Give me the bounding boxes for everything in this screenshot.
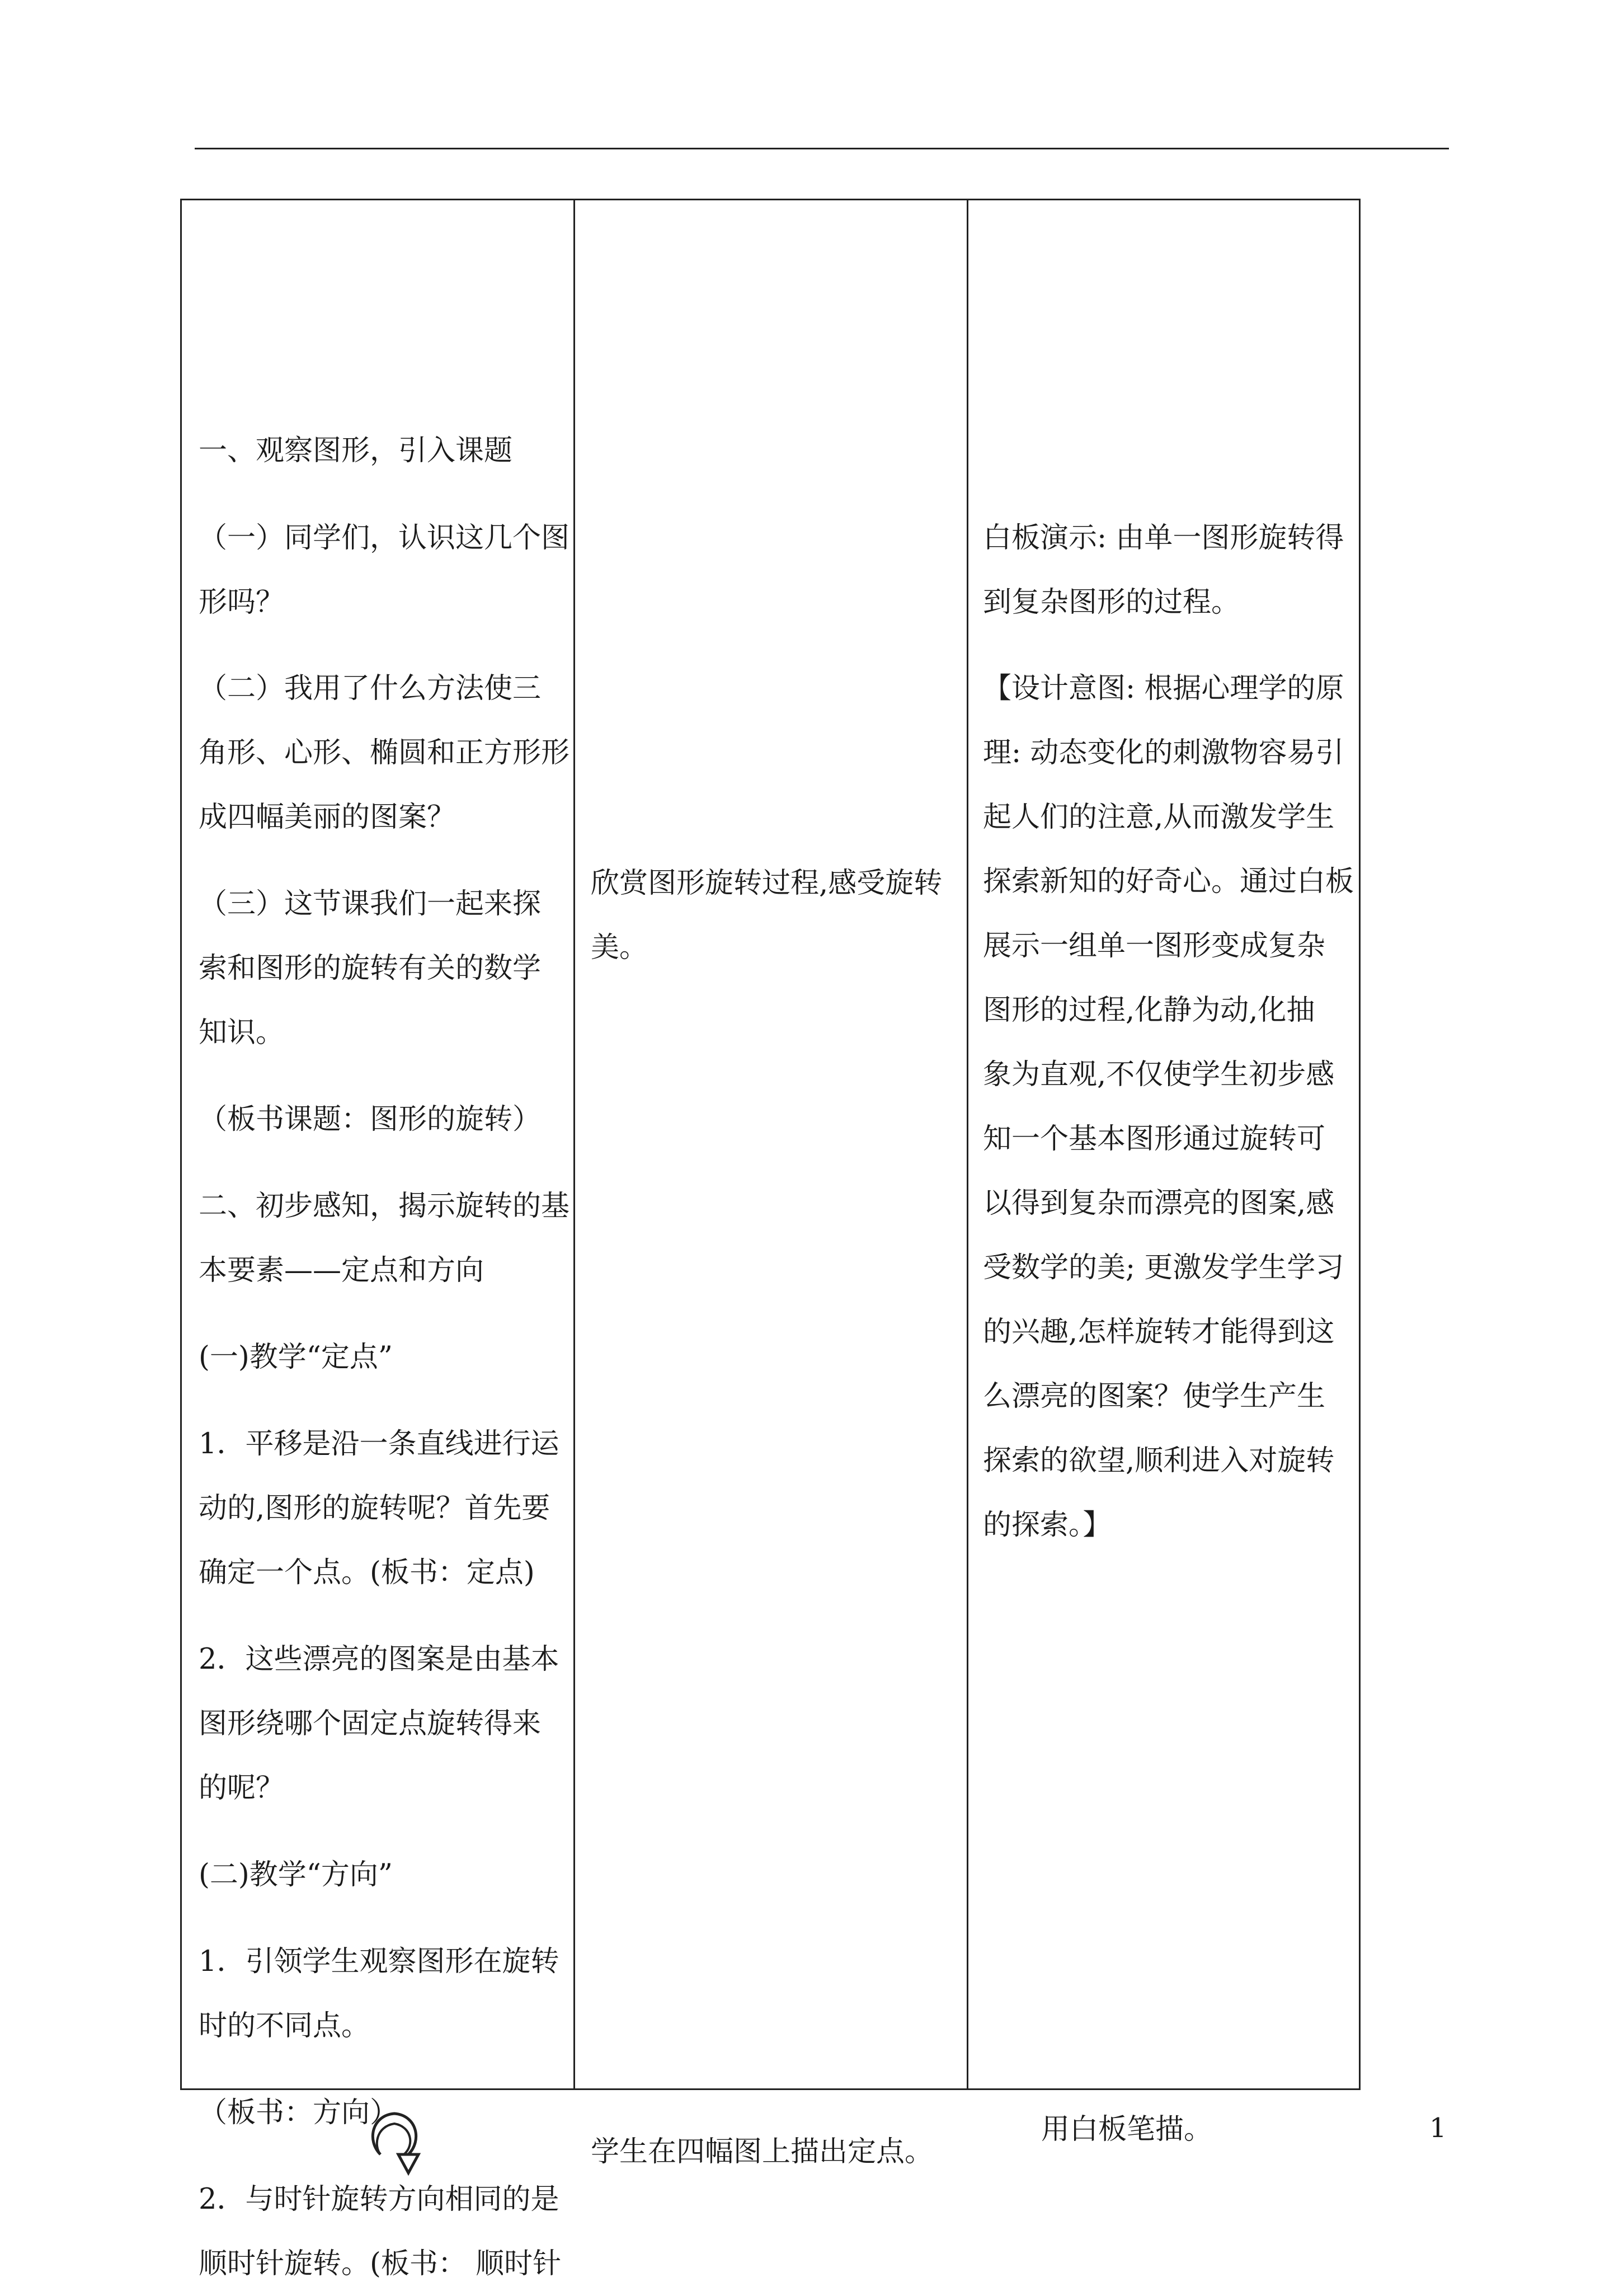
text-line: 2．这些漂亮的图案是由基本 [199, 1643, 559, 1676]
text-line: 图形绕哪个固定点旋转得来 [199, 1707, 542, 1740]
text-line: 到复杂图形的过程。 [983, 586, 1240, 619]
text-line: 索和图形的旋转有关的数学 [199, 952, 542, 985]
text-line: 知识。 [199, 1016, 285, 1049]
design-intent-column [968, 200, 1359, 2146]
text-line: 时的不同点。 [199, 2009, 370, 2043]
text-line: 的探索。】 [983, 1509, 1112, 1542]
text-line: 【设计意图: 根据心理学的原 [983, 672, 1344, 705]
text-line: 一、观察图形，引入课题 [199, 434, 513, 467]
text-line: 用白板笔描。 [1041, 2113, 1213, 2146]
text-line: 欣赏图形旋转过程,感受旋转 [591, 867, 943, 900]
teacher-activity-column [182, 200, 575, 2280]
text-line: 1．引领学生观察图形在旋转 [199, 1945, 559, 1978]
lesson-table [180, 199, 1361, 2280]
clockwise-arrow-icon [364, 2101, 425, 2185]
text-line: （一）同学们，认识这几个图 [199, 522, 570, 555]
text-line: 展示一组单一图形变成复杂 [983, 929, 1326, 962]
text-line: 图形的过程,化静为动,化抽 [983, 994, 1315, 1027]
text-line: 知一个基本图形通过旋转可 [983, 1123, 1326, 1156]
text-line: （板书：方向） [199, 2096, 399, 2129]
text-line: 本要素——定点和方向 [199, 1254, 484, 1287]
text-line: 成四幅美丽的图案？ [199, 801, 456, 834]
text-line: 以得到复杂而漂亮的图案,感 [983, 1187, 1335, 1220]
text-line: 受数学的美; 更激发学生学习 [983, 1251, 1344, 1284]
text-line: 探索的欲望,顺利进入对旋转 [983, 1444, 1335, 1477]
text-line: (一)教学“定点” [199, 1341, 393, 1374]
text-line: 确定一个点。(板书：定点) [199, 1556, 535, 1589]
text-line: 二、初步感知，揭示旋转的基 [199, 1190, 570, 1223]
text-line: 1．平移是沿一条直线进行运 [199, 1428, 559, 1461]
text-line: 白板演示: 由单一图形旋转得 [983, 522, 1344, 555]
text-line: 2．与时针旋转方向相同的是 [199, 2183, 559, 2216]
text-line: （二）我用了什么方法使三 [199, 672, 542, 705]
text-line: 的兴趣,怎样旋转才能得到这 [983, 1316, 1335, 1349]
text-line: 的呢？ [199, 1772, 285, 1805]
text-line: 形吗？ [199, 586, 285, 619]
text-line: 起人们的注意,从而激发学生 [983, 801, 1335, 834]
text-line: 顺时针旋转。(板书： 顺时针 [199, 2247, 562, 2280]
text-line: 角形、心形、椭圆和正方形形 [199, 736, 570, 769]
text-line: 么漂亮的图案？使学生产生 [983, 1380, 1326, 1413]
header-rule [195, 148, 1449, 149]
text-line: 象为直观,不仅使学生初步感 [983, 1058, 1335, 1091]
text-line: (二)教学“方向” [199, 1858, 393, 1891]
text-line: 美。 [591, 931, 648, 964]
text-line: 学生在四幅图上描出定点。 [591, 2135, 934, 2168]
text-line: 探索新知的好奇心。通过白板 [983, 865, 1354, 898]
student-activity-column [575, 200, 968, 2168]
text-line: 理: 动态变化的刺激物容易引 [983, 736, 1344, 769]
text-line: （板书课题：图形的旋转） [199, 1103, 542, 1136]
text-line: （三）这节课我们一起来探 [199, 888, 542, 921]
page-number: 1 [1429, 2112, 1447, 2144]
text-line: 动的,图形的旋转呢？首先要 [199, 1492, 550, 1525]
